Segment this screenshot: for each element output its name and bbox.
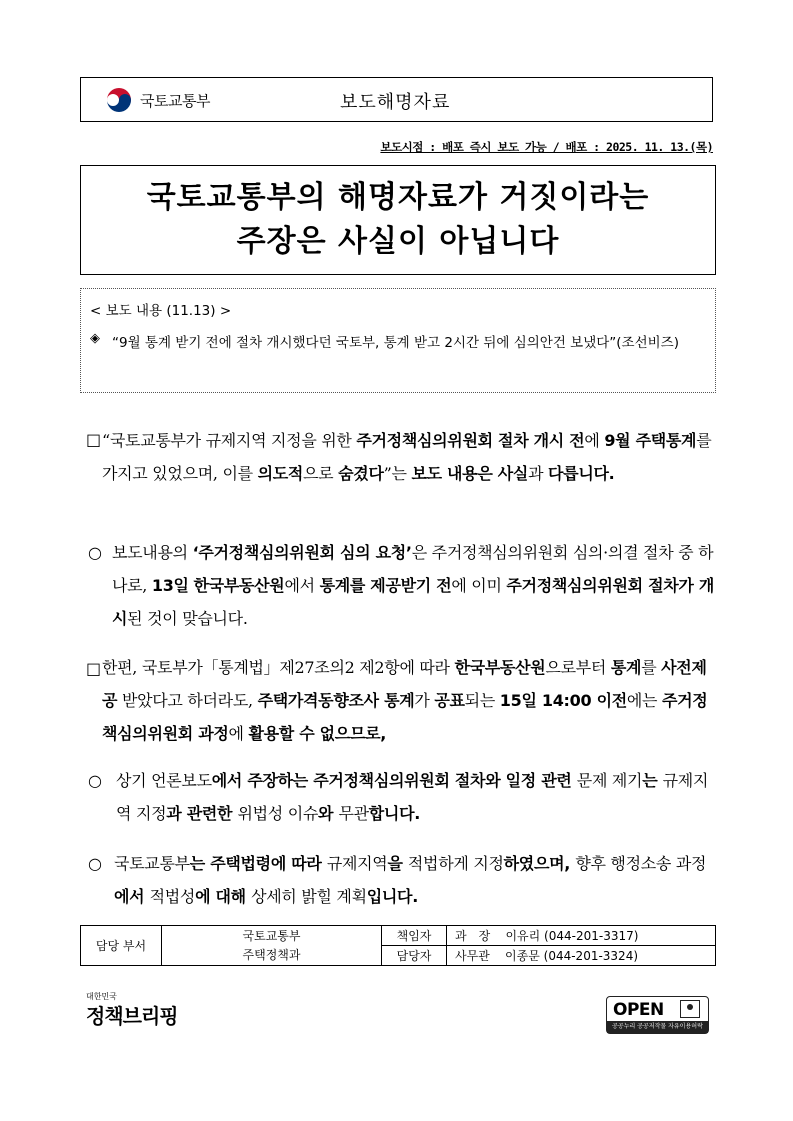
p2-segment: 은 주거정책심의위원회 심의·의결 절차 중 하나로, [112,543,714,595]
p3-segment: 15일 14:00 이전 [499,691,627,710]
p1-segment: “국토교통부가 규제지역 지정을 위한 [102,431,357,450]
p5-segment: 을 [387,854,408,873]
p2-segment: ‘주거정책심의위원회 심의 요청’ [192,543,412,562]
diamond-bullet-icon: ◈ [90,331,100,346]
p3-segment: 받았다고 하더라도, [117,691,258,710]
attribution-icon [680,1000,700,1018]
p1-segment: 9월 주택통계 [604,431,697,450]
p4-segment: 문제 제기 [576,771,643,790]
p2-segment: 주거정책심의위원회 절차가 개시 [112,576,714,628]
dept-label: 담당 부서 [81,926,162,966]
summary-text: “9월 통계 받기 전에 절차 개시했다던 국토부, 통계 받고 2시간 뒤에 심의안건 보냈다”(조선비즈) [112,335,679,351]
open-license-badge [606,996,709,1034]
open-badge-subtitle: 공공누리 공공저작물 자유이용허락 [607,1021,708,1033]
role-1-title: 과 장 [455,929,491,943]
title-line-2: 주장은 사실이 아닙니다 [236,224,560,259]
role-2-person: 이종문 (044-201-3324) [505,949,639,963]
circle-bullet-icon: ○ [88,854,102,873]
document-type: 보도해명자료 [340,92,451,113]
p5-segment: 에 대해 [195,887,252,906]
p1-segment: 과 [528,464,549,483]
p5-segment: 입니다. [366,887,418,906]
p1-segment: 으로 [303,464,339,483]
ministry-name: 국토교통부 [140,92,210,110]
p4-segment: 에서 주장하는 주거정책심의위원회 절차와 일정 관련 [211,771,577,790]
p2-segment: 한국부동산원 [193,576,285,595]
p2-segment: 된 것이 맞습니다. [127,609,248,628]
p2-segment: 에 이미 [451,576,507,595]
p3-segment: 되는 [464,691,500,710]
p3-segment: 주택가격동향조사 통계 [257,691,415,710]
contact-table [80,925,716,966]
p3-segment: 에 [228,724,249,743]
dept-line-2: 주택정책과 [242,947,301,962]
p1-segment: ”는 [383,464,412,483]
p4-segment: 무관 [338,804,369,823]
role-1-contact [447,926,716,946]
p1-segment: 에 [584,431,605,450]
p4-segment: 과 관련한 [166,804,238,823]
p3-segment: 활용할 수 없으므로, [248,724,387,743]
paragraph-5 [114,847,717,913]
p4-segment: 와 [318,804,339,823]
p2-segment: 보도내용의 [112,543,193,562]
p5-segment: 적법하게 지정 [407,854,504,873]
title-box [80,165,716,275]
p5-segment: 향후 행정소송 과정 [575,854,707,873]
p5-segment: 적법성 [149,887,196,906]
p3-segment: 사전제공 [102,658,707,710]
role-2: 담당자 [382,946,447,966]
release-info: 보도시점 : 배포 즉시 보도 가능 / 배포 : 2025. 11. 13.(목) [380,140,713,154]
title-line-1: 국토교통부의 해명자료가 거짓이라는 [146,180,650,215]
p3-segment: 에는 [626,691,662,710]
p4-segment: 합니다. [368,804,421,823]
p3-segment: 공표 [434,691,465,710]
dept-name [162,926,382,966]
role-2-contact [447,946,716,966]
summary-heading: < 보도 내용 (11.13) > [90,303,232,319]
paragraph-2 [112,536,717,635]
briefing-logo-small: 대한민국 [86,992,117,1001]
square-bullet-icon: □ [86,430,102,449]
p1-segment: 의도적 [257,464,304,483]
p5-segment: 하였으며, [503,854,576,873]
circle-bullet-icon: ○ [88,543,102,562]
paragraph-1 [102,424,717,490]
p3-segment: 한국부동산원 [454,658,546,677]
role-2-title: 사무관 [455,949,490,963]
p1-segment: 주거정책심의위원회 절차 개시 전 [356,431,585,450]
p3-segment: 으로부터 [545,658,611,677]
p3-segment: 통계 [610,658,642,677]
p4-segment: 상기 언론보도 [116,771,212,790]
p1-segment: 를 가지고 있었으며, 이를 [102,431,712,483]
p5-segment: 에서 [114,887,150,906]
policy-briefing-logo [86,991,178,1029]
p5-segment: 는 주택법령에 따라 [189,854,327,873]
p5-segment: 국토교통부 [114,854,190,873]
p2-segment: 통계를 제공받기 전 [319,576,452,595]
circle-bullet-icon: ○ [88,771,102,790]
paragraph-4 [116,764,717,830]
dept-line-1: 국토교통부 [242,928,301,943]
role-1: 책임자 [382,926,447,946]
p2-segment: 에서 [284,576,320,595]
p3-segment: 를 [641,658,662,677]
open-badge-text: OPEN [613,1000,664,1020]
p4-segment: 위법성 이슈 [237,804,319,823]
briefing-logo-text: 정책브리핑 [86,1004,178,1028]
p5-segment: 상세히 밝힐 계획 [251,887,367,906]
paragraph-3 [102,651,717,750]
square-bullet-icon: □ [86,659,102,678]
p1-segment: 보도 내용은 사실 [411,464,529,483]
p2-segment: 13일 [151,576,189,595]
ministry-emblem-icon [103,84,135,116]
p5-segment: 규제지역 [326,854,388,873]
p3-segment: 한편, 국토부가「통계법」제27조의2 제2항에 따라 [102,658,455,677]
p4-segment: 규제지역 지정 [116,771,709,823]
p3-segment: 가 [414,691,435,710]
p4-segment: 는 [642,771,663,790]
role-1-person: 이유리 (044-201-3317) [505,929,639,943]
p1-segment: 다릅니다. [548,464,615,483]
p1-segment: 숨겼다 [338,464,384,483]
p3-segment: 주거정책심의위원회 과정 [102,691,708,743]
